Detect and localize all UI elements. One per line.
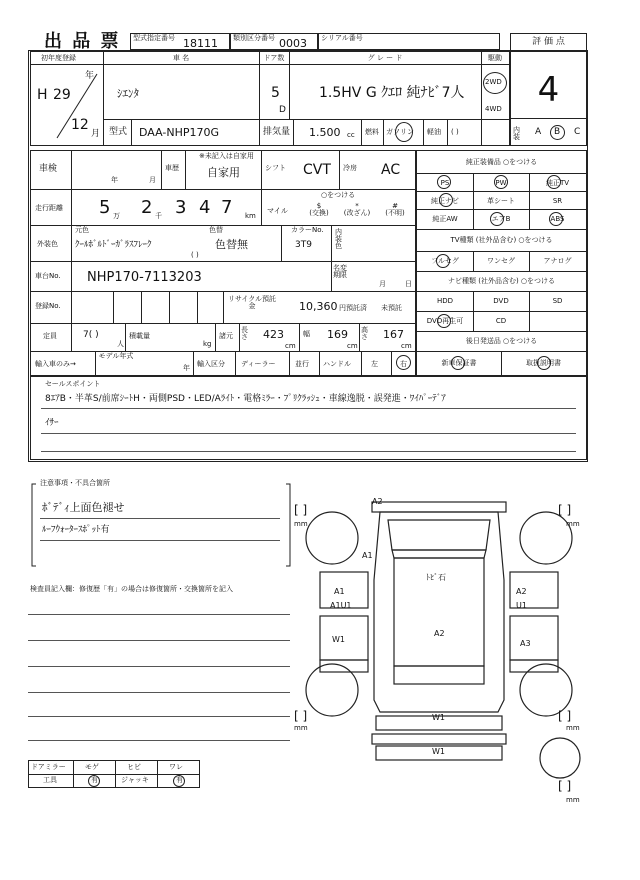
orig-color: ｸｰﾙﾎﾞﾙﾄﾞｰｶﾞﾗｽﾌﾚｰｸ [75, 240, 152, 250]
windshield [392, 550, 486, 558]
class-no: 0003 [279, 37, 307, 50]
mark-a2-front: A2 [372, 497, 383, 506]
spare-tyre [540, 738, 580, 778]
svg-text:mm: mm [566, 724, 580, 732]
mark-a3-right: A3 [520, 639, 531, 648]
left-rear-panel [320, 660, 368, 672]
reg-era: H [37, 87, 48, 103]
title-text: 出 品 票 [44, 31, 121, 52]
note-line-1: ﾎﾞﾃﾞｨ上面色褪せ [42, 501, 125, 514]
rear-bumper [372, 734, 506, 744]
inspector-label: 検査員記入欄：修復歴「有」の場合は修復箇所・交換箇所を記入 [30, 585, 233, 593]
rear-glass [394, 666, 484, 684]
color-no: 3T9 [295, 240, 312, 250]
serial-box: シリアル番号 [318, 33, 500, 50]
mark-w1-gate: W1 [432, 713, 445, 722]
width: 169 [327, 328, 348, 341]
interior-grade-box: 内装 A B C [510, 118, 587, 146]
mileage-digits: 5 万 2 千 3 4 7 km [99, 197, 256, 220]
mark-a1u1-left: A1U1 [330, 601, 352, 610]
svg-text:mm: mm [294, 724, 308, 732]
svg-text:[ ]: [ ] [294, 709, 308, 723]
type-no-box: 型式指定番号 18111 [130, 33, 230, 50]
sales-line-1: 8ｴｱB・半革S/前席ｼｰﾄH・両側PSD・LED/Aﾗｲﾄ・電格ﾐﾗｰ・ﾌﾟﾘｸﾗｯｼｭ・車線逸脱・誤発進・ﾜｲﾊﾟｰﾃﾞｱ [45, 394, 446, 404]
mirror-tools-table: ドアミラー モゲ ヒビ ワレ 工具 有 ジャッキ 有 [28, 760, 200, 788]
fuel: ガソリン [386, 128, 414, 136]
model-code: DAA-NHP170G [139, 126, 220, 139]
note-line-2: ﾙｰﾌｳｫｰﾀｰｽﾎﾟｯﾄ有 [42, 525, 110, 535]
car-info-block: 初年度登録 車 名 ドア数 グ レ ー ド 駆動 H 29 年 12 月 ｼｴﾝﾀ 5 D 1.5HV G ｸｴﾛ 純ﾅﾋﾞ7人 2WD 4WD 型式 DAA-NHP170G 排気量 1.500 cc 燃料 ガソリン 軽油 ( ) [30, 51, 510, 146]
svg-text:mm: mm [566, 520, 580, 528]
displacement: 1.500 [309, 126, 341, 139]
mark-chip: ﾄﾋﾞ石 [426, 573, 446, 582]
svg-text:mm: mm [566, 796, 580, 804]
color-change: 色替無 [215, 238, 248, 251]
sales-block: セールスポイント 8ｴｱB・半革S/前席ｼｰﾄH・両側PSD・LED/Aﾗｲﾄ・電格ﾐﾗｰ・ﾌﾟﾘｸﾗｯｼｭ・車線逸脱・誤発進・ﾜｲﾊﾟｰﾃﾞｱ ｲｻｰ [30, 376, 587, 460]
mark-a2-right: A2 [516, 587, 527, 596]
mark-w1-left: W1 [332, 635, 345, 644]
spec-block: 車検 年 月 車歴 ※未記入は自家用 自家用 シフト CVT 冷房 AC 走行距離 5 万 2 千 3 4 7 km ○をつける マイル $ (交換) * (改ざん) # (不明) 外装色 元色 ｸｰﾙﾎﾞﾙﾄﾞｰｶﾞﾗｽﾌﾚｰｸ 色替 色替無 ( ) カラーNo. 3T9 内装色 車台No. NHP170-7113203 名変期限 月 日 登録No. リサイクル預託金 10,360 円預託済 未預託 定員 7( ) 人 積載量 kg 諸元 長さ 423 cm 幅 169 cm 高さ 167 cm 輸入車のみ→ モデル年式 年 輸入区分 ディーラー 並行 ハンドル 左 右 [30, 150, 416, 376]
svg-text:[ ]: [ ] [558, 709, 572, 723]
car-name: ｼｴﾝﾀ [117, 87, 139, 100]
sheet-title [44, 32, 121, 51]
score-value: 4 [537, 70, 560, 110]
notes-block: 注意事項・不具合箇所 ﾎﾞﾃﾞｨ上面色褪せ ﾙｰﾌｳｫｰﾀｰｽﾎﾟｯﾄ有 [30, 480, 292, 570]
chassis-no: NHP170-7113203 [87, 270, 202, 285]
mark-a1-left: A1 [334, 587, 345, 596]
svg-text:[ ]: [ ] [558, 779, 572, 793]
right-rear-panel [510, 660, 558, 672]
tyre-front-left [306, 512, 358, 564]
right-door [510, 616, 558, 660]
tyre-front-right [520, 512, 572, 564]
mark-u1-right: U1 [516, 601, 527, 610]
hood [388, 520, 490, 550]
car-damage-diagram [290, 490, 590, 810]
class-no-box: 類別区分番号 0003 [230, 33, 318, 50]
score-label: 評 価 点 [532, 37, 565, 47]
ac: AC [381, 162, 401, 178]
doors: 5 [271, 85, 280, 101]
reg-month: 12 [71, 117, 89, 133]
capacity: 7( ) [83, 330, 99, 340]
mark-w1-rear: W1 [432, 747, 445, 756]
grade: 1.5HV G ｸｴﾛ 純ﾅﾋﾞ7人 [319, 85, 465, 101]
length: 423 [263, 328, 284, 341]
svg-text:mm: mm [294, 520, 308, 528]
reg-year: 29 [53, 87, 71, 103]
svg-text:[ ]: [ ] [558, 503, 572, 517]
recycle-amount: 10,360 [299, 300, 338, 313]
mark-a1-front: A1 [362, 551, 373, 560]
svg-text:[ ]: [ ] [294, 503, 308, 517]
equipment-block: 純正装備品 ○をつける PS PW 純正TV 純正ナビ 革シート SR 純正AW エアB ABS TV種類 (社外品含む) ○をつける フルセグ ワンセグ アナログ ナビ種類 (社外品含む) ○をつける HDD DVD SD DVD再生可 CD 後日発送品 ○をつける 新車保証書 取扱説明書 [416, 150, 587, 376]
type-no: 18111 [183, 37, 218, 50]
mark-a2-roof: A2 [434, 629, 445, 638]
shift: CVT [303, 162, 331, 178]
usage: 自家用 [207, 166, 240, 179]
front-bumper [372, 502, 506, 512]
height: 167 [383, 328, 404, 341]
sales-line-2: ｲｻｰ [45, 418, 59, 428]
